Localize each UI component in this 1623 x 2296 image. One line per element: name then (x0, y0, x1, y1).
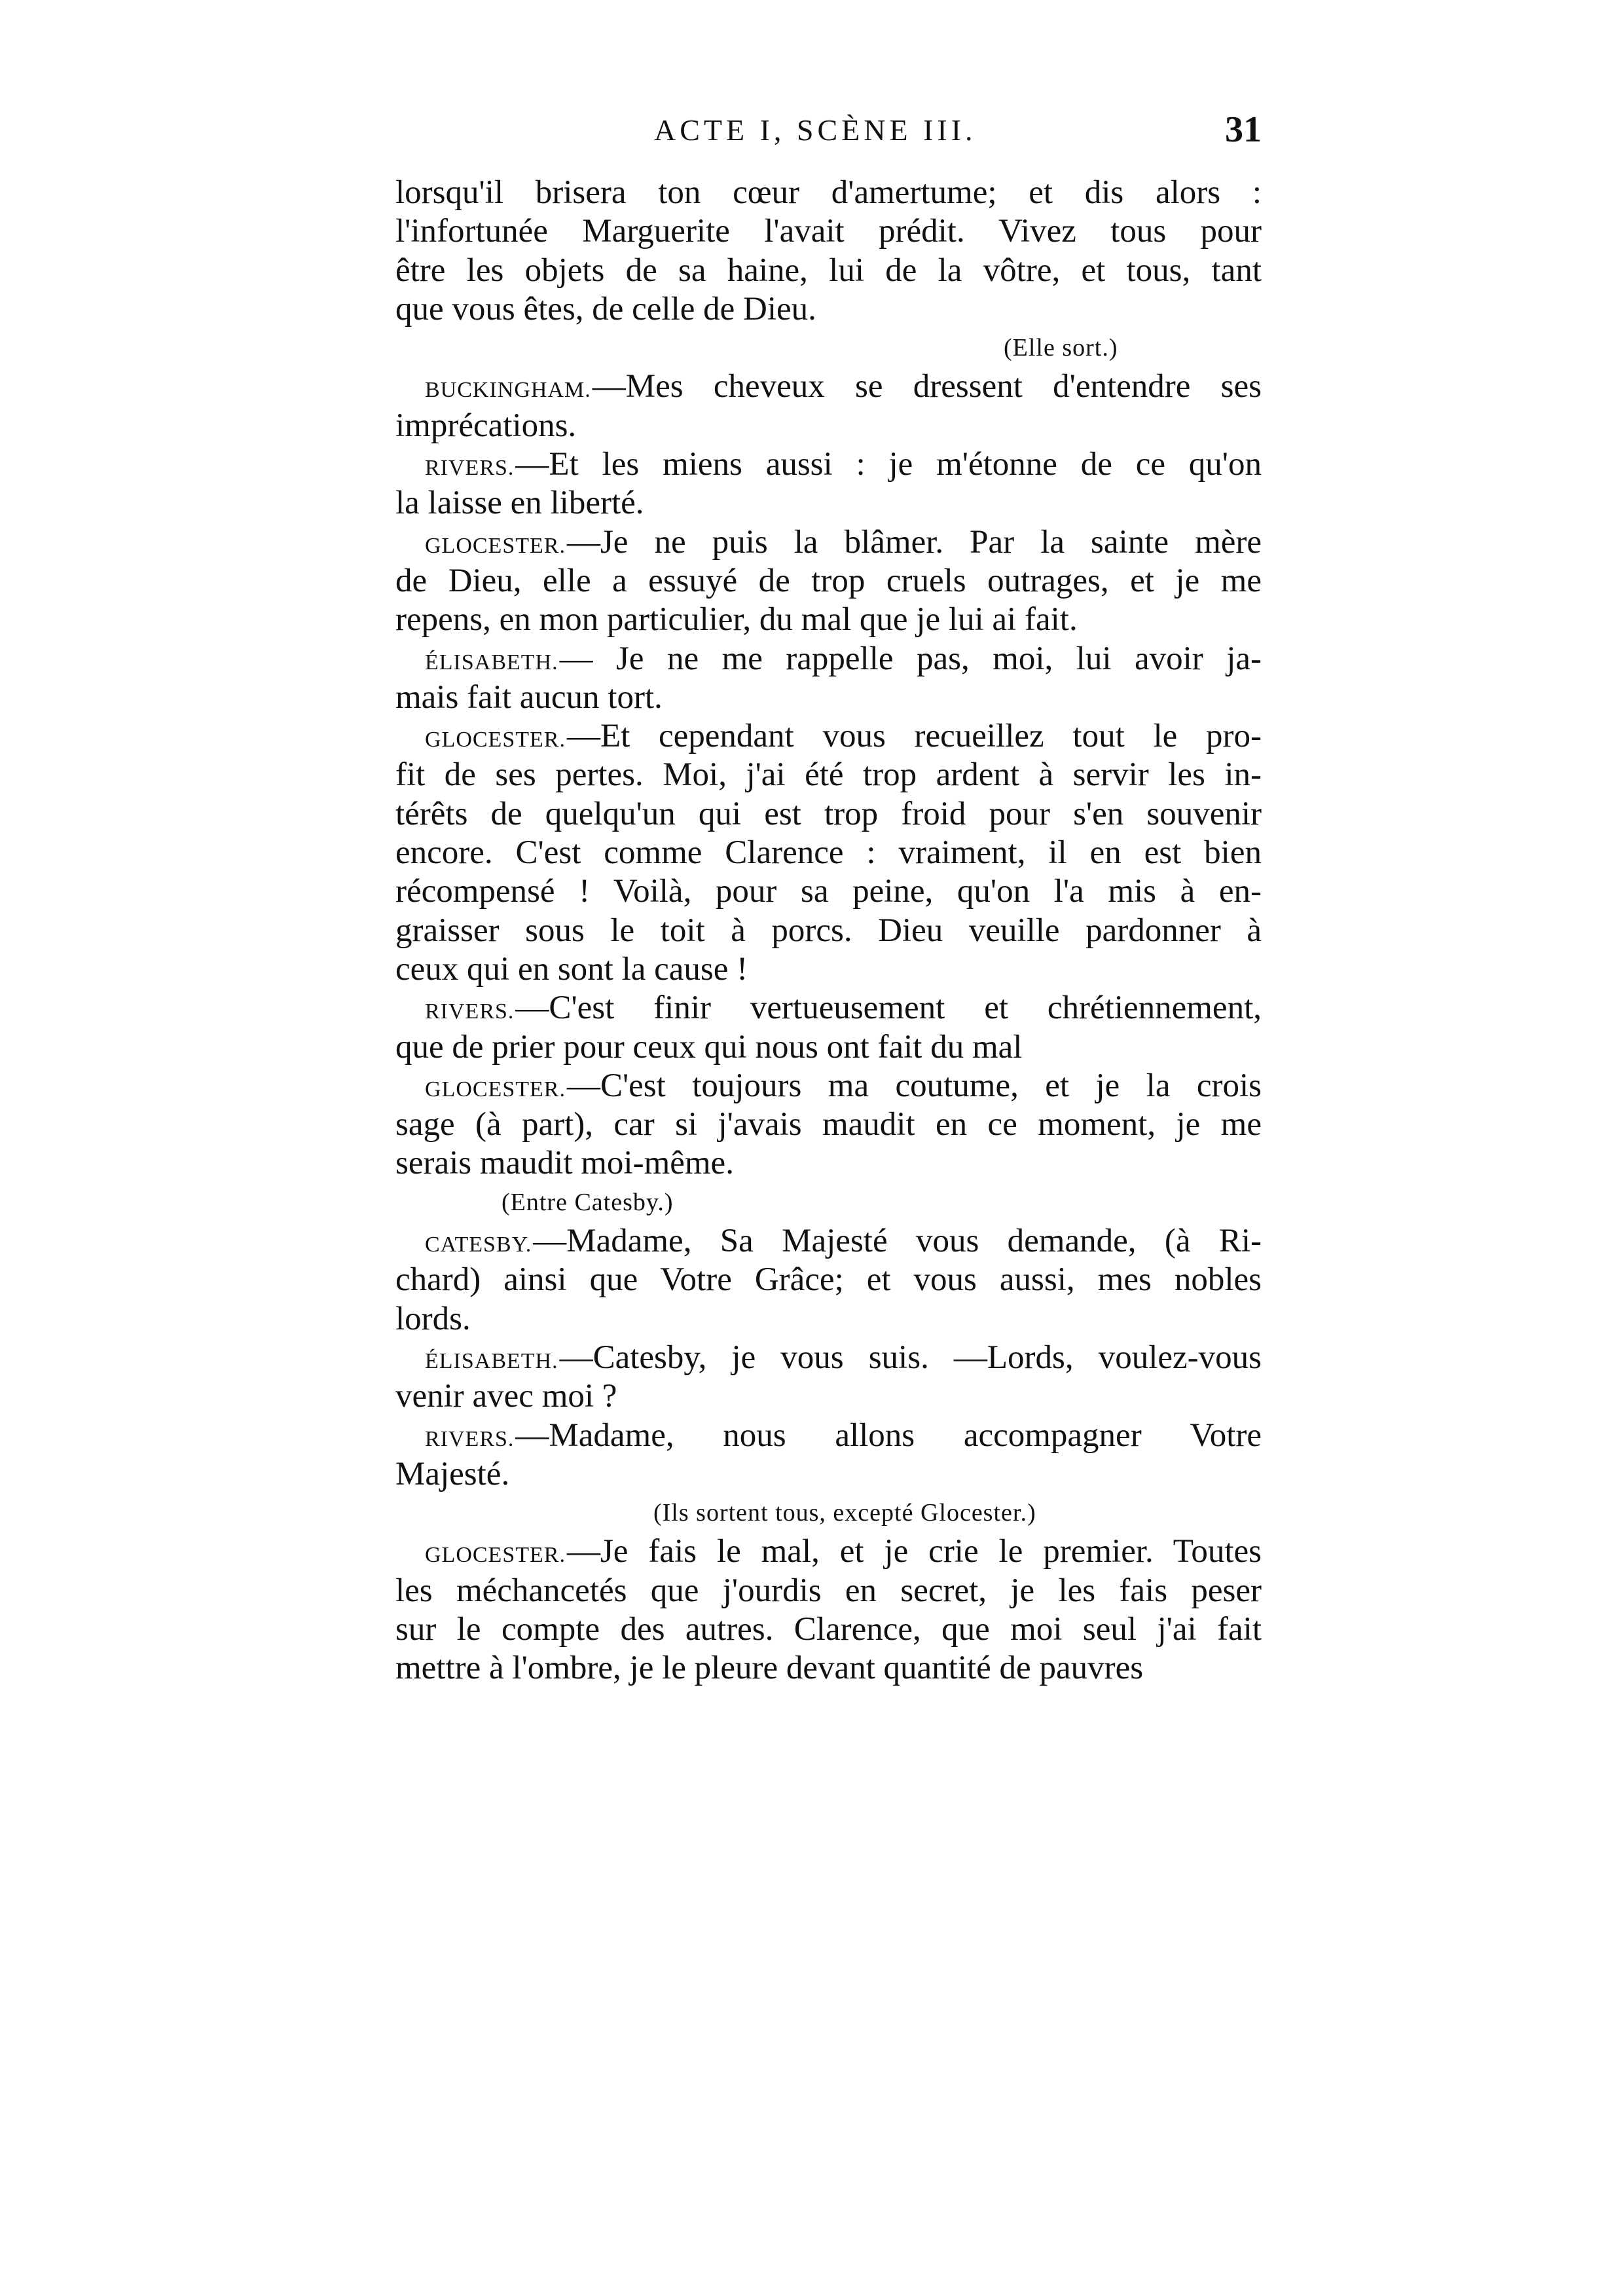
text-line (395, 1649, 1262, 1688)
line-text: ceux qui en sont la cause ! (395, 950, 748, 988)
text-line (395, 1300, 1262, 1339)
line-text: —Mes cheveux se dressent d'entendre ses (592, 368, 1262, 405)
text-line (395, 601, 1262, 639)
line-text: l'infortunée Marguerite l'avait prédit. Vivez tous pour (395, 213, 1262, 250)
dialogue-paragraph (395, 445, 1262, 523)
dialogue-paragraph (395, 989, 1262, 1067)
line-text: serais maudit moi-même. (395, 1145, 734, 1182)
line-text: mettre à l'ombre, je le pleure devant quantité de pauvres (395, 1650, 1144, 1687)
line-text: —Je fais le mal, et je crie le premier. Toutes (566, 1533, 1262, 1570)
speaker-name: GLOCESTER. (425, 1077, 566, 1102)
text-line (395, 795, 1262, 834)
text-line (395, 1532, 1262, 1571)
text-line (395, 1455, 1262, 1494)
text-line (395, 251, 1262, 290)
speaker-name: ÉLISABETH. (425, 650, 558, 675)
text-line (395, 1144, 1262, 1183)
line-text: —Et cependant vous recueillez tout le pro- (566, 718, 1262, 755)
text-line (395, 912, 1262, 950)
speaker-name: RIVERS. (425, 999, 515, 1024)
line-text: sur le compte des autres. Clarence, que moi seul j'ai fait (395, 1610, 1262, 1648)
text-line (395, 562, 1262, 601)
speaker-name: GLOCESTER. (425, 1543, 566, 1568)
text-line (395, 1377, 1262, 1416)
speaker-name: RIVERS. (425, 456, 515, 481)
text-line (395, 1222, 1262, 1261)
line-text: que vous êtes, de celle de Dieu. (395, 290, 816, 327)
line-text: —Catesby, je vous suis. —Lords, voulez-vous (559, 1339, 1262, 1376)
line-text: repens, en mon particulier, du mal que je lui ai fait. (395, 601, 1078, 639)
dialogue-paragraph (395, 1222, 1262, 1339)
speaker-name: ÉLISABETH. (425, 1348, 558, 1373)
text-line (395, 872, 1262, 911)
line-text: les méchancetés que j'ourdis en secret, je les fais peser (395, 1572, 1262, 1609)
line-text: —Je ne puis la blâmer. Par la sainte mère (566, 523, 1262, 561)
dialogue-paragraph (395, 1339, 1262, 1416)
text-line (395, 717, 1262, 756)
dialogue-paragraph (395, 1532, 1262, 1688)
page-body (395, 174, 1262, 1688)
text-line (395, 640, 1262, 678)
text-line (395, 290, 1262, 329)
dialogue-paragraph (395, 1416, 1262, 1494)
text-line (395, 1261, 1262, 1299)
stage-direction: (Entre Catesby.) (501, 1188, 674, 1216)
running-header (395, 109, 1262, 158)
text-line (395, 678, 1262, 717)
line-text: Majesté. (395, 1455, 510, 1492)
dialogue-paragraph (395, 367, 1262, 445)
line-text: encore. C'est comme Clarence : vraiment, il en est bien (395, 834, 1262, 872)
text-line (395, 834, 1262, 872)
line-text: lorsqu'il brisera ton cœur d'amertume; et dis alors : (395, 174, 1262, 211)
speaker-name: GLOCESTER. (425, 728, 566, 752)
line-text: mais fait aucun tort. (395, 678, 663, 716)
line-text: —Madame, nous allons accompagner Votre (515, 1416, 1262, 1454)
line-text: —C'est finir vertueusement et chrétiennement, (515, 990, 1262, 1027)
text-line (395, 1416, 1262, 1455)
text-line (395, 1105, 1262, 1144)
running-title: ACTE I, SCÈNE III. (654, 113, 977, 147)
line-text: de Dieu, elle a essuyé de trop cruels outrages, et je me (395, 562, 1262, 599)
text-line (395, 212, 1262, 251)
line-text: sage (à part), car si j'avais maudit en ce moment, je me (395, 1106, 1262, 1143)
text-paragraph (395, 174, 1262, 329)
text-line (395, 484, 1262, 523)
text-line (395, 950, 1262, 989)
speaker-name: RIVERS. (425, 1426, 515, 1451)
line-text: que de prier pour ceux qui nous ont fait du mal (395, 1028, 1023, 1065)
dialogue-paragraph (395, 717, 1262, 989)
line-text: —Madame, Sa Majesté vous demande, (à Ri- (533, 1223, 1262, 1260)
text-line (395, 1028, 1262, 1067)
page-number: 31 (1225, 109, 1262, 150)
line-text: fit de ses pertes. Moi, j'ai été trop ardent à servir les in- (395, 756, 1262, 794)
line-text: —Et les miens aussi : je m'étonne de ce qu'on (515, 446, 1262, 483)
text-line (395, 1067, 1262, 1105)
line-text: être les objets de sa haine, lui de la vôtre, et tous, tant (395, 251, 1262, 289)
line-text: venir avec moi ? (395, 1378, 617, 1415)
line-text: imprécations. (395, 407, 577, 444)
line-text: —C'est toujours ma coutume, et je la crois (566, 1067, 1262, 1104)
text-line (395, 1339, 1262, 1377)
line-text: graisser sous le toit à porcs. Dieu veuille pardonner à (395, 912, 1262, 949)
text-line (395, 174, 1262, 212)
text-line (395, 756, 1262, 794)
text-line (395, 1610, 1262, 1649)
stage-direction: (Elle sort.) (1004, 334, 1118, 362)
text-line (395, 367, 1262, 406)
dialogue-paragraph (395, 523, 1262, 640)
line-text: la laisse en liberté. (395, 485, 644, 522)
speaker-name: GLOCESTER. (425, 533, 566, 558)
text-line (395, 1572, 1262, 1610)
text-line (395, 523, 1262, 562)
line-text: lords. (395, 1300, 471, 1337)
dialogue-paragraph (395, 640, 1262, 718)
speaker-name: CATESBY. (425, 1232, 532, 1257)
speaker-name: BUCKINGHAM. (425, 378, 591, 403)
dialogue-paragraph (395, 1067, 1262, 1183)
text-line (395, 989, 1262, 1028)
line-text: térêts de quelqu'un qui est trop froid pour s'en souvenir (395, 795, 1262, 832)
text-line (395, 445, 1262, 484)
line-text: chard) ainsi que Votre Grâce; et vous aussi, mes nobles (395, 1261, 1262, 1299)
line-text: — Je ne me rappelle pas, moi, lui avoir ja- (559, 640, 1262, 677)
stage-direction: (Ils sortent tous, excepté Glocester.) (653, 1499, 1036, 1527)
text-line (395, 407, 1262, 445)
line-text: récompensé ! Voilà, pour sa peine, qu'on l'a mis à en- (395, 873, 1262, 910)
